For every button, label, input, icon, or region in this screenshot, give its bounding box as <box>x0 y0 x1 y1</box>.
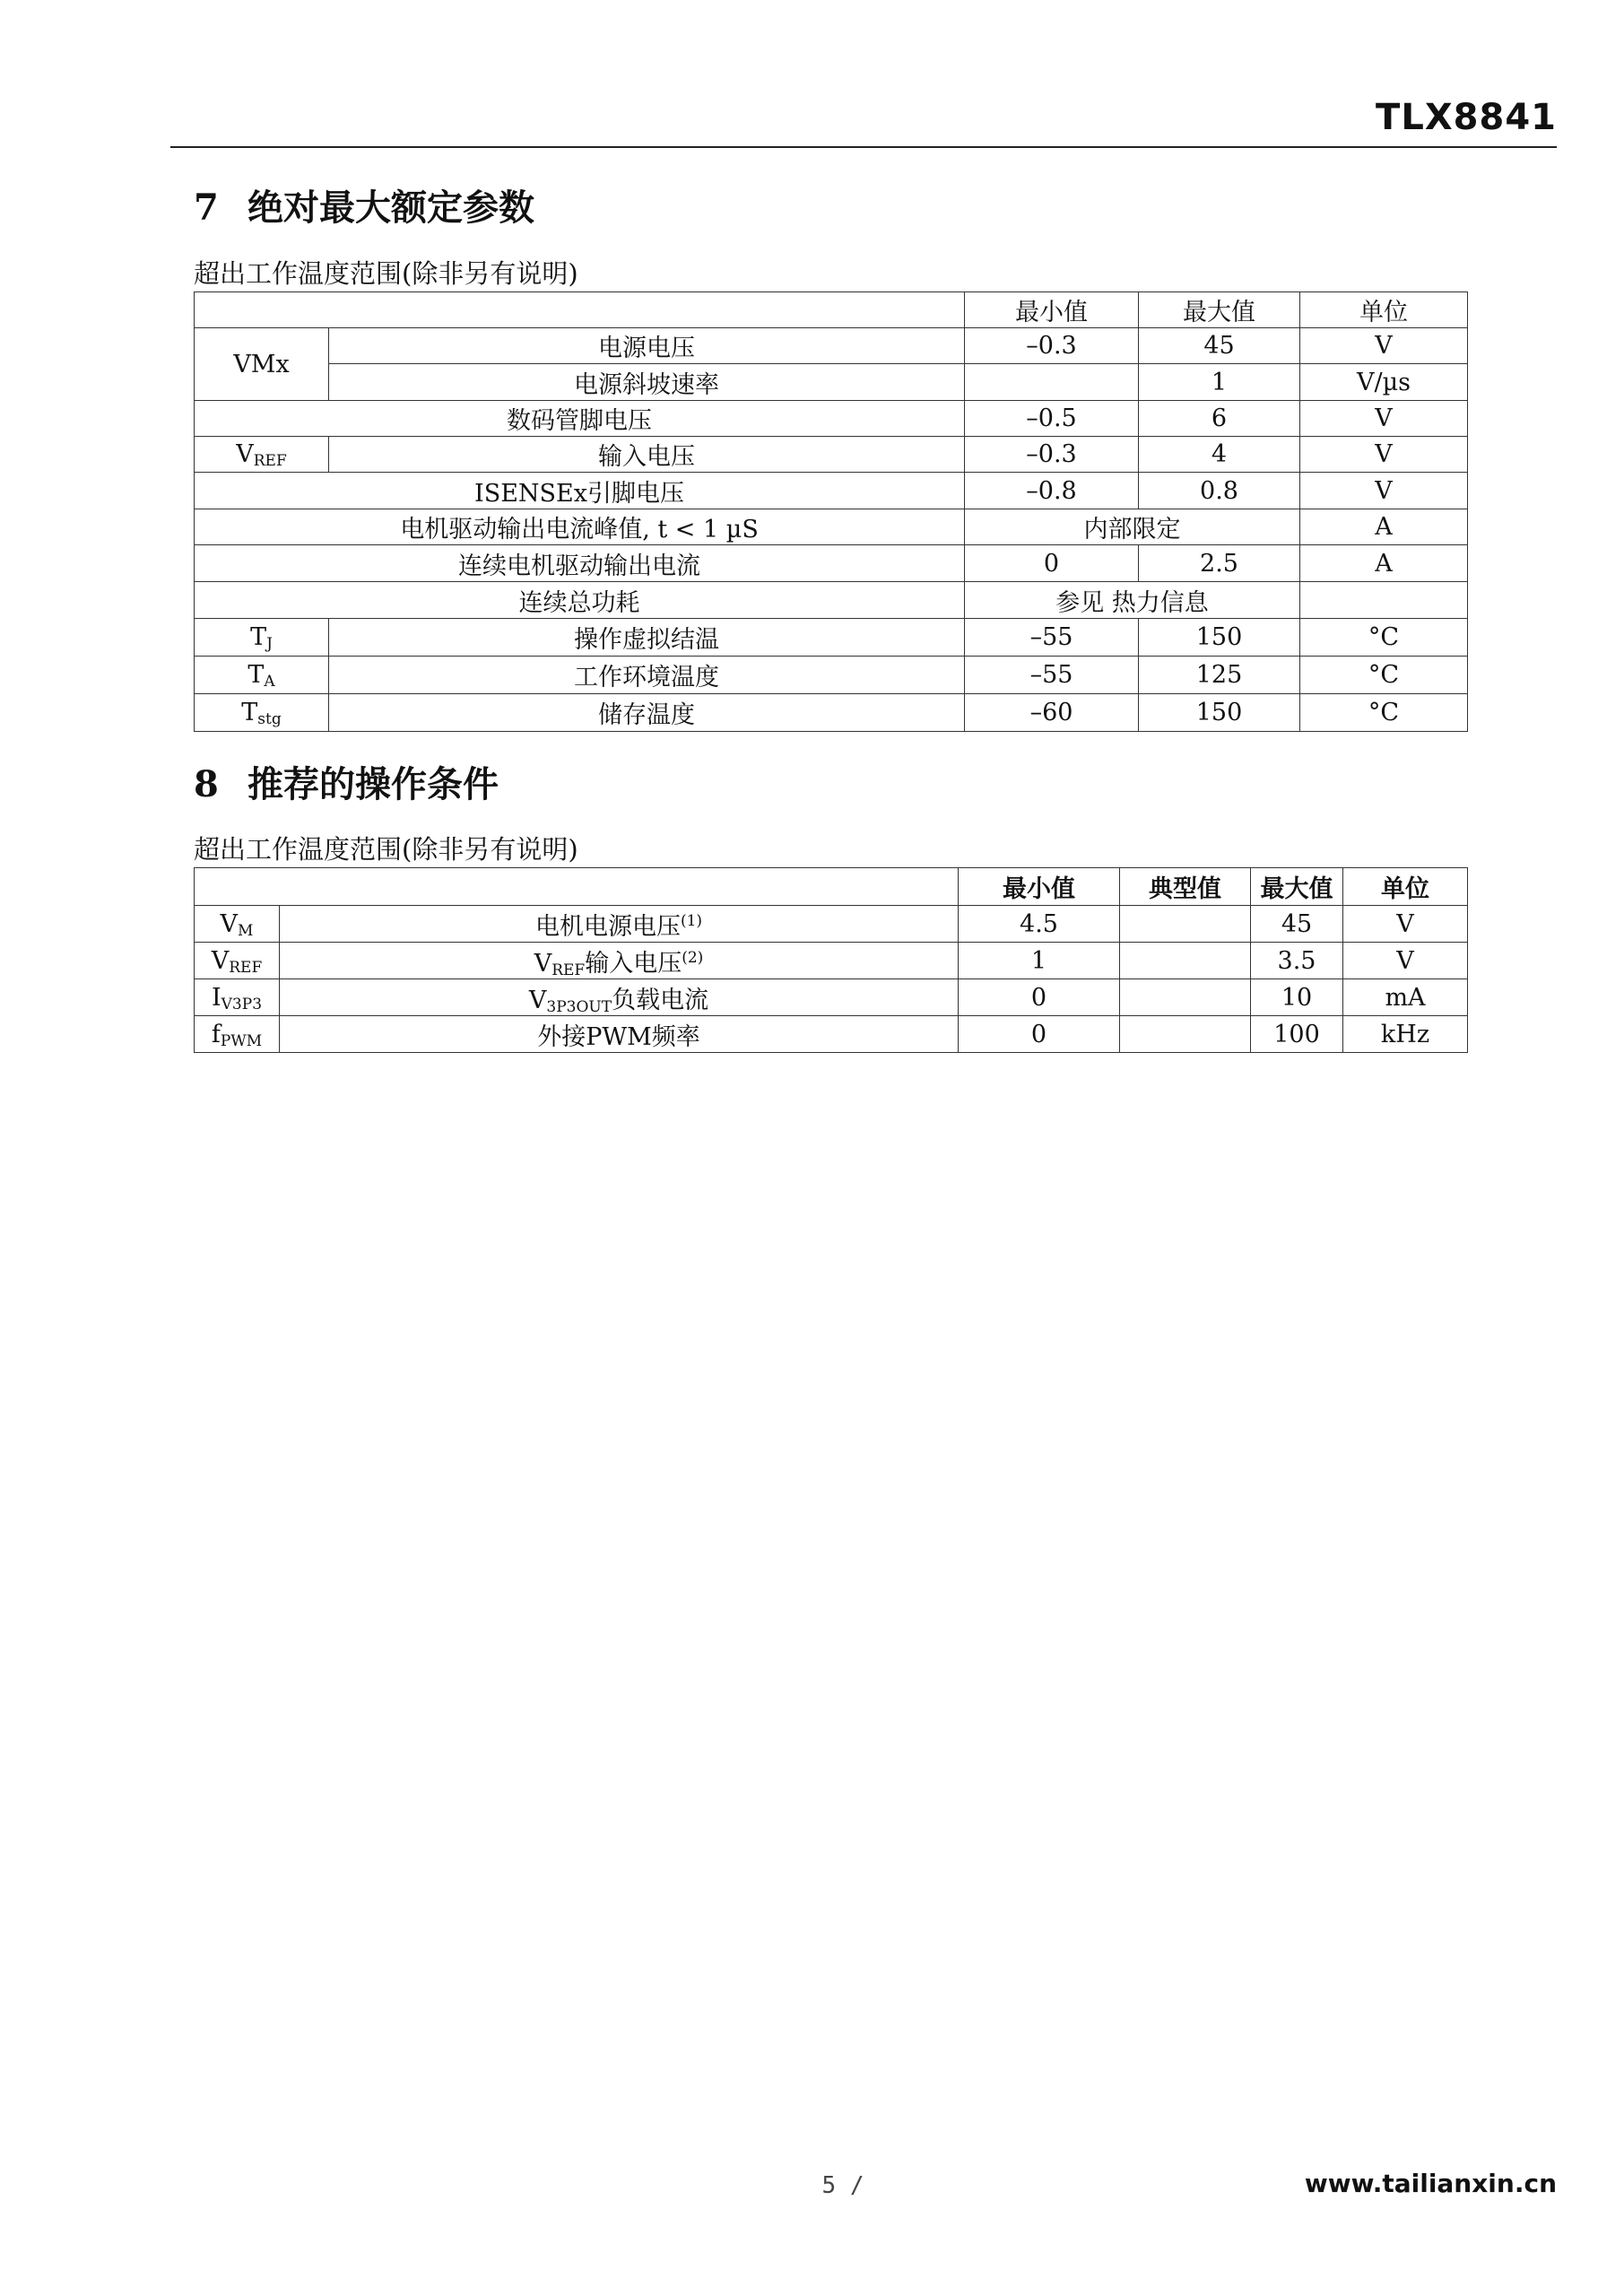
header-blank-cell <box>195 292 965 328</box>
param-cell: 电机驱动输出电流峰值, t < 1 µS <box>195 509 965 545</box>
section-8-heading <box>194 756 499 807</box>
max-cell: 10 <box>1251 979 1343 1016</box>
col-typ: 典型值 <box>1120 868 1251 906</box>
unit-cell: V <box>1343 906 1468 943</box>
min-cell: 0 <box>965 545 1139 582</box>
symbol-vref: $V_{REF}$ <box>195 943 280 979</box>
max-cell: 6 <box>1139 401 1300 437</box>
unit-cell <box>1300 582 1468 619</box>
min-cell: 0 <box>959 979 1120 1016</box>
min-cell: –60 <box>965 694 1139 732</box>
max-cell: 2.5 <box>1139 545 1300 582</box>
table-row <box>195 509 1468 545</box>
param-cell: 工作环境温度 <box>329 657 965 694</box>
section-8-number: 8 <box>194 763 219 805</box>
min-cell: 0 <box>959 1016 1120 1053</box>
unit-cell: V <box>1343 943 1468 979</box>
min-cell: –0.8 <box>965 473 1139 509</box>
table-row <box>195 582 1468 619</box>
unit-cell: mA <box>1343 979 1468 1016</box>
min-cell: –55 <box>965 619 1139 657</box>
col-max: 最大值 <box>1251 868 1343 906</box>
footnote-ref: (1) <box>680 911 703 930</box>
col-unit: 单位 <box>1300 292 1468 328</box>
table-row <box>195 328 1468 364</box>
typ-cell <box>1120 1016 1251 1053</box>
table-row <box>195 906 1468 943</box>
max-cell: 4 <box>1139 437 1300 473</box>
col-unit: 单位 <box>1343 868 1468 906</box>
table-row <box>195 694 1468 732</box>
limit-cell: 内部限定 <box>965 509 1300 545</box>
param-cell: 电机电源电压$^{(1)}$ <box>280 906 959 943</box>
document-title: TLX8841 <box>1376 97 1557 138</box>
typ-cell <box>1120 906 1251 943</box>
section-7-title: 绝对最大额定参数 <box>248 187 534 229</box>
param-cell: 电源斜坡速率 <box>329 364 965 401</box>
unit-cell: V <box>1300 437 1468 473</box>
unit-cell: °C <box>1300 657 1468 694</box>
section-7-heading <box>194 179 534 230</box>
table-row <box>195 657 1468 694</box>
page-number: 5 / <box>821 2172 864 2199</box>
symbol-tj: $T_J$ <box>195 619 329 657</box>
min-cell: –0.3 <box>965 437 1139 473</box>
param-cell: 输入电压 <box>329 437 965 473</box>
table-row <box>195 437 1468 473</box>
footer-website-link[interactable]: www.tailianxin.cn <box>1304 2169 1557 2198</box>
max-cell: 45 <box>1139 328 1300 364</box>
typ-cell <box>1120 943 1251 979</box>
header-blank-cell <box>195 868 959 906</box>
section-8-caption: 超出工作温度范围(除非另有说明) <box>194 834 578 865</box>
max-cell: 1 <box>1139 364 1300 401</box>
min-cell: 4.5 <box>959 906 1120 943</box>
table-header-row <box>195 868 1468 906</box>
symbol-ta: $T_A$ <box>195 657 329 694</box>
table-row <box>195 943 1468 979</box>
min-cell: –55 <box>965 657 1139 694</box>
max-cell: 0.8 <box>1139 473 1300 509</box>
param-cell: $V_{REF}$输入电压$^{(2)}$ <box>280 943 959 979</box>
max-cell: 150 <box>1139 619 1300 657</box>
unit-cell: V <box>1300 328 1468 364</box>
symbol-iv3p3: $I_{V3P3}$ <box>195 979 280 1016</box>
param-cell: 连续总功耗 <box>195 582 965 619</box>
param-cell: 电源电压 <box>329 328 965 364</box>
table-row <box>195 401 1468 437</box>
unit-cell: kHz <box>1343 1016 1468 1053</box>
symbol-vm: $V_M$ <box>195 906 280 943</box>
col-max: 最大值 <box>1139 292 1300 328</box>
symbol-vmx: VMx <box>195 328 329 401</box>
param-cell: 连续电机驱动输出电流 <box>195 545 965 582</box>
table-row <box>195 1016 1468 1053</box>
min-cell: –0.3 <box>965 328 1139 364</box>
recommended-conditions-table <box>194 867 1468 1053</box>
min-cell: –0.5 <box>965 401 1139 437</box>
absolute-max-ratings-table <box>194 291 1468 732</box>
reference-cell: 参见 热力信息 <box>965 582 1300 619</box>
section-8-title: 推荐的操作条件 <box>248 763 499 805</box>
table-header-row <box>195 292 1468 328</box>
header-rule <box>170 146 1557 148</box>
max-cell: 3.5 <box>1251 943 1343 979</box>
unit-cell: V/µs <box>1300 364 1468 401</box>
section-7-caption: 超出工作温度范围(除非另有说明) <box>194 258 578 289</box>
min-cell <box>965 364 1139 401</box>
table-row <box>195 473 1468 509</box>
max-cell: 45 <box>1251 906 1343 943</box>
param-cell: 外接PWM频率 <box>280 1016 959 1053</box>
symbol-tstg: $T_{stg}$ <box>195 694 329 732</box>
table-row <box>195 364 1468 401</box>
param-cell: 数码管脚电压 <box>195 401 965 437</box>
table-row <box>195 979 1468 1016</box>
unit-cell: °C <box>1300 694 1468 732</box>
max-cell: 125 <box>1139 657 1300 694</box>
param-cell: ISENSEx引脚电压 <box>195 473 965 509</box>
unit-cell: A <box>1300 509 1468 545</box>
symbol-fpwm: $f_{PWM}$ <box>195 1016 280 1053</box>
unit-cell: V <box>1300 473 1468 509</box>
table-row <box>195 619 1468 657</box>
symbol-vref: $V_{REF}$ <box>195 437 329 473</box>
table-row <box>195 545 1468 582</box>
col-min: 最小值 <box>965 292 1139 328</box>
min-cell: 1 <box>959 943 1120 979</box>
unit-cell: A <box>1300 545 1468 582</box>
param-cell: 储存温度 <box>329 694 965 732</box>
max-cell: 100 <box>1251 1016 1343 1053</box>
param-cell: $V_{3P3OUT}$负载电流 <box>280 979 959 1016</box>
max-cell: 150 <box>1139 694 1300 732</box>
unit-cell: V <box>1300 401 1468 437</box>
col-min: 最小值 <box>959 868 1120 906</box>
footnote-ref: (2) <box>682 948 704 967</box>
section-7-number: 7 <box>194 187 219 229</box>
param-cell: 操作虚拟结温 <box>329 619 965 657</box>
unit-cell: °C <box>1300 619 1468 657</box>
typ-cell <box>1120 979 1251 1016</box>
